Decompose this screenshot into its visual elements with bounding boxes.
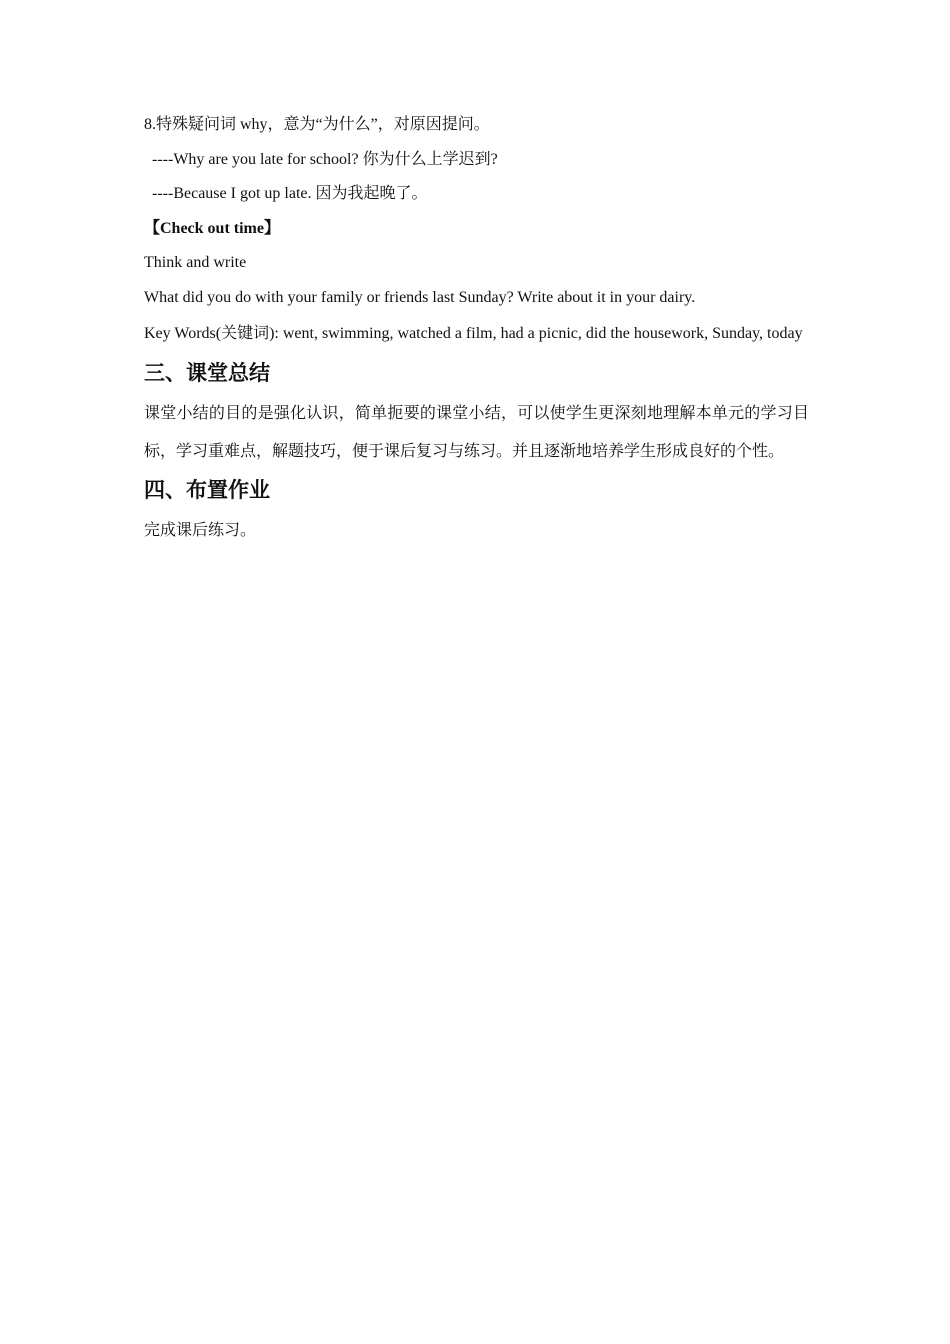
section-4-heading: 四、布置作业 [144,478,270,502]
section-3-body: 课堂小结的目的是强化认识，简单扼要的课堂小结，可以使学生更深刻地理解本单元的学习目标，学习重难点，解题技巧，便于课后复习与练习。并且逐渐地培养学生形成良好的个性。 [144,403,809,460]
section-3-heading: 三、课堂总结 [144,361,270,385]
item-8-title: 8.特殊疑问词 why，意为“为什么”，对原因提问。 [144,116,490,133]
task-prompt: What did you do with your family or friends last Sunday? Write about it in your dairy. [144,288,696,306]
question-example: ----Why are you late for school? 你为什么上学迟到? [152,150,498,168]
section-4-body: 完成课后练习。 [144,520,257,539]
key-words: Key Words(关键词): went, swimming, watched a film, had a picnic, did the housework, Sunday, today [144,325,803,342]
task-title: Think and write [144,254,247,271]
document-page [144,108,809,549]
answer-example: ----Because I got up late. 因为我起晚了。 [152,185,428,202]
check-out-heading: 【Check out time】 [144,219,280,237]
